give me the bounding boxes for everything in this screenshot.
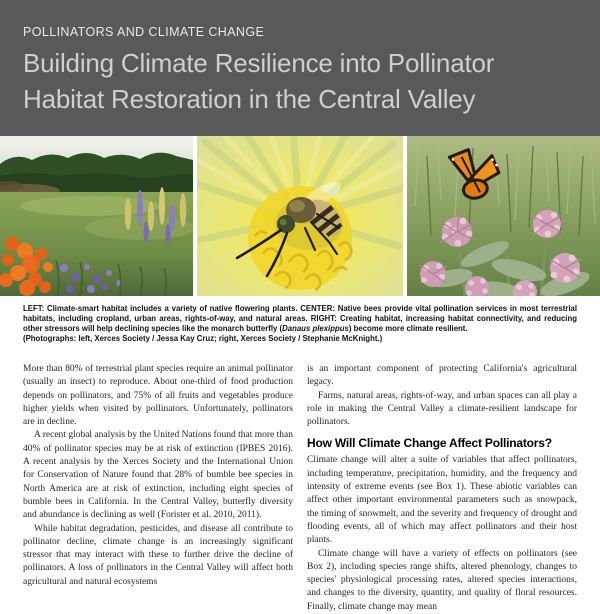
habitat-field-photo <box>0 136 193 296</box>
body-paragraph: A recent global analysis by the United Nations found that more than 40% of pollinator species may be at risk of extinction (IPBES 2016). A recent analysis by the Xerces Society and the International Union for Conservation of Nature found that 28% of bumble bee species in North America are at risk of extinction, including eight species of bumble bees in California. In the Central Valley, butterfly diversity and abundance is declining as well (Forister et al. 2010, 2011). <box>23 430 293 521</box>
right-column <box>307 363 577 614</box>
report-title-line-1: Building Climate Resilience into Pollinator <box>23 48 495 78</box>
eyebrow-text: POLLINATORS AND CLIMATE CHANGE <box>23 25 265 39</box>
article-columns <box>23 363 577 614</box>
native-bee-photo <box>197 136 403 296</box>
body-paragraph: Climate change will have a variety of effects on pollinators (see Box 2), including species range shifts, altered phenology, changes to species' physiological processing rates, altered species interactions, and changes to the diversity, quantity, and quality of floral resources. Finally, climate change may mean <box>307 548 577 612</box>
monarch-milkweed-photo <box>407 136 600 296</box>
body-paragraph: Climate change will alter a suite of variables that affect pollinators, including temperature, precipitation, humidity, and the frequency and intensity of extreme events (see Box 1). These abiotic variables can affect other important environmental parameters such as snowpack, the timing of snowmelt, and the severity and frequency of drought and flooding events, all of which may affect pollinators and their host plants. <box>307 455 577 546</box>
body-paragraph: More than 80% of terrestrial plant species require an animal pollinator (usually an insect) to reproduce. About one-third of food production depends on pollinators, and 75% of all fruits and vegetables produce higher yields when visited by pollinators. Unfortunately, pollinators are in decline. <box>23 364 293 428</box>
body-paragraph: Farms, natural areas, rights-of-way, and urban spaces can all play a role in making the Central Valley a climate-resilient landscape for pollinators. <box>307 390 577 428</box>
masthead <box>0 0 600 136</box>
body-paragraph: While habitat degradation, pesticides, and disease all contribute to pollinator decline, climate change is an increasingly significant stressor that may interact with these to further drive the decline of pollinators. A loss of pollinators in the Central Valley will affect both agricultural and natural ecosystems <box>23 523 293 587</box>
caption-credit: (Photographs: left, Xerces Society / Jessa Kay Cruz; right, Xerces Society / Stephanie McKnight.) <box>23 334 383 343</box>
caption-part-1: LEFT: Climate-smart habitat includes a variety of native flowering plants. CENTER: Native bees provide vital pollination services in most terrestrial habitats, including cropland, urban areas, rights-of-way, and natural areas. RIGHT: Creating habitat, increasing habitat connectivity, and reducing other stressors will help declining species like the monarch butterfly ( <box>23 304 577 333</box>
body-paragraph: is an important component of protecting California's agricultural legacy. <box>307 364 577 388</box>
caption-part-2: ) become more climate resilient. <box>348 324 468 333</box>
section-heading: How Will Climate Change Affect Pollinators? <box>307 436 552 451</box>
photo-strip <box>0 136 600 296</box>
left-column <box>23 363 293 614</box>
photo-caption <box>23 304 577 344</box>
caption-species-name: Danaus plexippus <box>282 324 349 333</box>
caption-text <box>23 304 577 334</box>
report-title-line-2: Habitat Restoration in the Central Valley <box>23 84 476 114</box>
